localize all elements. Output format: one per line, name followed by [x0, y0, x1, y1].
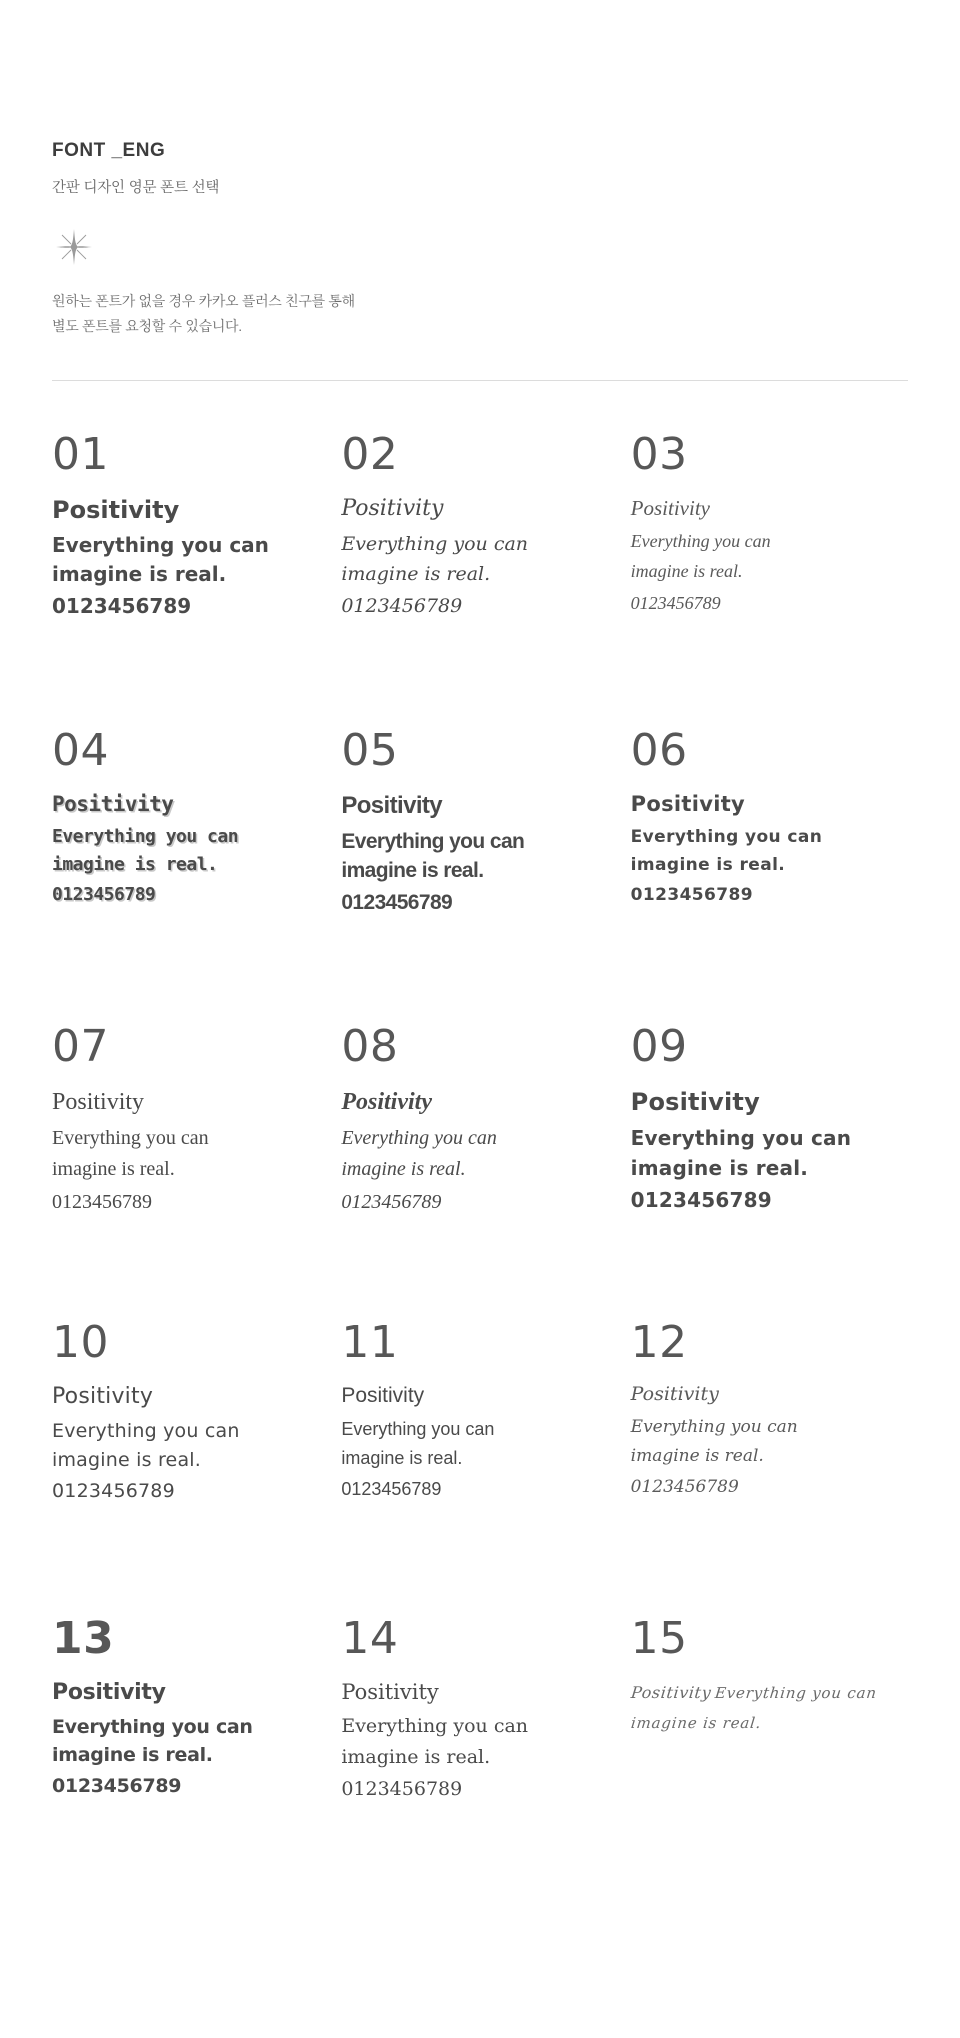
font-card-07[interactable] — [52, 1021, 329, 1275]
font-sample-word: Positivity — [341, 1384, 425, 1407]
font-sample-word: Positivity — [341, 1680, 439, 1704]
font-sample-line-1: Everything you can — [714, 1684, 879, 1702]
font-sample-word: Positivity — [630, 496, 710, 520]
font-sample-digits: 0123456789 — [630, 1188, 772, 1212]
font-sample-word: Positivity — [341, 496, 444, 521]
font-sample-word: Positivity — [630, 792, 746, 816]
font-card-12[interactable] — [630, 1317, 908, 1571]
font-sample-digits: 0123456789 — [341, 595, 463, 618]
font-sample-line-2: imagine is real. — [52, 1448, 202, 1471]
font-sample-line-2: imagine is real. — [52, 1158, 175, 1180]
font-card-13[interactable] — [52, 1613, 329, 1867]
font-sample-line-1: Everything you can — [341, 1419, 495, 1440]
font-sample-line-2: imagine is real. — [341, 1158, 466, 1180]
font-sample-line-1: Everything you can — [341, 532, 529, 555]
sparkle-icon — [54, 227, 94, 267]
request-note-line-2: 별도 폰트를 요청할 수 있습니다. — [52, 317, 242, 334]
font-sample-digits: 0123456789 — [52, 594, 192, 618]
font-number: 05 — [341, 725, 399, 776]
font-sample-line-2: imagine is real. — [52, 562, 227, 586]
font-sample-line-1: Everything you can — [630, 1416, 798, 1437]
font-sample-digits: 0123456789 — [341, 1478, 442, 1499]
font-sample-line-2: imagine is real. — [341, 562, 491, 585]
request-note — [52, 289, 908, 338]
font-card-06[interactable] — [630, 725, 908, 979]
font-sample-line-2: imagine is real. — [630, 560, 743, 581]
font-number: 11 — [341, 1317, 399, 1368]
font-card-14[interactable] — [341, 1613, 618, 1867]
font-number: 06 — [630, 725, 688, 776]
font-sample-word: Positivity — [630, 1383, 719, 1405]
font-sample-line-1: Everything you can — [630, 531, 771, 552]
font-sample-word: Positivity — [52, 1680, 166, 1705]
font-sample-line-1: Everything you can — [52, 1127, 209, 1149]
font-number: 09 — [630, 1021, 688, 1072]
font-sample-word: Positivity — [630, 1088, 760, 1116]
font-card-04[interactable] — [52, 725, 329, 979]
font-number: 13 — [52, 1613, 115, 1664]
font-sample-line-1: Everything you can — [341, 1127, 497, 1149]
font-card-03[interactable] — [630, 429, 908, 683]
page-title: FONT _ENG — [52, 140, 166, 161]
font-sample-digits: 0123456789 — [630, 592, 721, 613]
font-sample-line-2: imagine is real. — [629, 1714, 762, 1732]
font-sample-line-1: Everything you can — [630, 1126, 852, 1150]
font-sample-line-1: Everything you can — [341, 830, 525, 853]
font-sample-line-2: imagine is real. — [341, 1745, 491, 1768]
font-sample-line-1: Everything you can — [52, 533, 269, 557]
font-card-05[interactable] — [341, 725, 618, 979]
page-subtitle: 간판 디자인 영문 폰트 선택 — [52, 180, 220, 196]
font-sample-word: Positivity — [52, 496, 180, 524]
font-sample-digits: 0123456789 — [341, 1191, 442, 1213]
font-card-15[interactable] — [629, 1613, 908, 1867]
font-sample-word: Positivity — [341, 792, 443, 819]
font-card-10[interactable] — [52, 1317, 329, 1571]
font-number: 02 — [341, 429, 399, 480]
font-sample-word: Positivity — [341, 1089, 432, 1115]
font-sample-line-1: Everything you can — [52, 1715, 253, 1738]
header-divider — [52, 380, 908, 381]
font-number: 03 — [630, 429, 688, 480]
font-card-02[interactable] — [341, 429, 618, 683]
font-sample-digits: 0123456789 — [630, 885, 753, 906]
font-sample-word: Positivity — [52, 1384, 154, 1409]
font-sample-line-2: imagine is real. — [52, 1744, 213, 1766]
font-number: 12 — [630, 1317, 688, 1368]
font-sample-line-2: imagine is real. — [630, 1156, 809, 1180]
font-sample-digits: 0123456789 — [630, 1476, 739, 1497]
font-sample-digits: 0123456789 — [52, 884, 156, 906]
font-card-01[interactable] — [52, 429, 329, 683]
font-number: 10 — [52, 1317, 109, 1368]
font-sample-line-1: Everything you can — [52, 1419, 240, 1442]
font-sample-line-2: imagine is real. — [52, 854, 218, 876]
font-card-11[interactable] — [341, 1317, 618, 1571]
font-sample-digits: 0123456789 — [341, 890, 453, 914]
font-sample-word: Positivity — [52, 1089, 145, 1115]
font-sample-line-2: imagine is real. — [630, 855, 786, 876]
font-sample-word: Positivity — [52, 792, 174, 816]
font-sample-word: Positivity — [629, 1683, 712, 1702]
font-sample-line-2: imagine is real. — [341, 1448, 463, 1469]
font-number: 01 — [52, 429, 109, 480]
font-sample-digits: 0123456789 — [52, 1480, 175, 1503]
request-note-line-1: 원하는 폰트가 없을 경우 카카오 플러스 친구를 통해 — [52, 293, 355, 309]
font-number: 04 — [52, 725, 109, 776]
font-sample-digits: 0123456789 — [341, 1778, 463, 1801]
font-sample-digits: 0123456789 — [52, 1191, 152, 1213]
font-number: 07 — [52, 1021, 109, 1072]
font-sample-line-2: imagine is real. — [630, 1445, 764, 1466]
font-sample-line-1: Everything you can — [630, 827, 823, 848]
font-number: 08 — [341, 1021, 399, 1072]
font-card-09[interactable] — [630, 1021, 908, 1275]
font-sample-line-1: Everything you can — [341, 1715, 529, 1738]
font-card-08[interactable] — [341, 1021, 618, 1275]
font-grid — [0, 429, 960, 1867]
font-number: 15 — [630, 1613, 688, 1664]
font-sample-digits: 0123456789 — [52, 1774, 182, 1797]
font-number: 14 — [341, 1613, 399, 1664]
page-header — [0, 0, 960, 338]
font-sample-line-2: imagine is real. — [341, 859, 484, 883]
font-sample-line-1: Everything you can — [52, 826, 239, 848]
